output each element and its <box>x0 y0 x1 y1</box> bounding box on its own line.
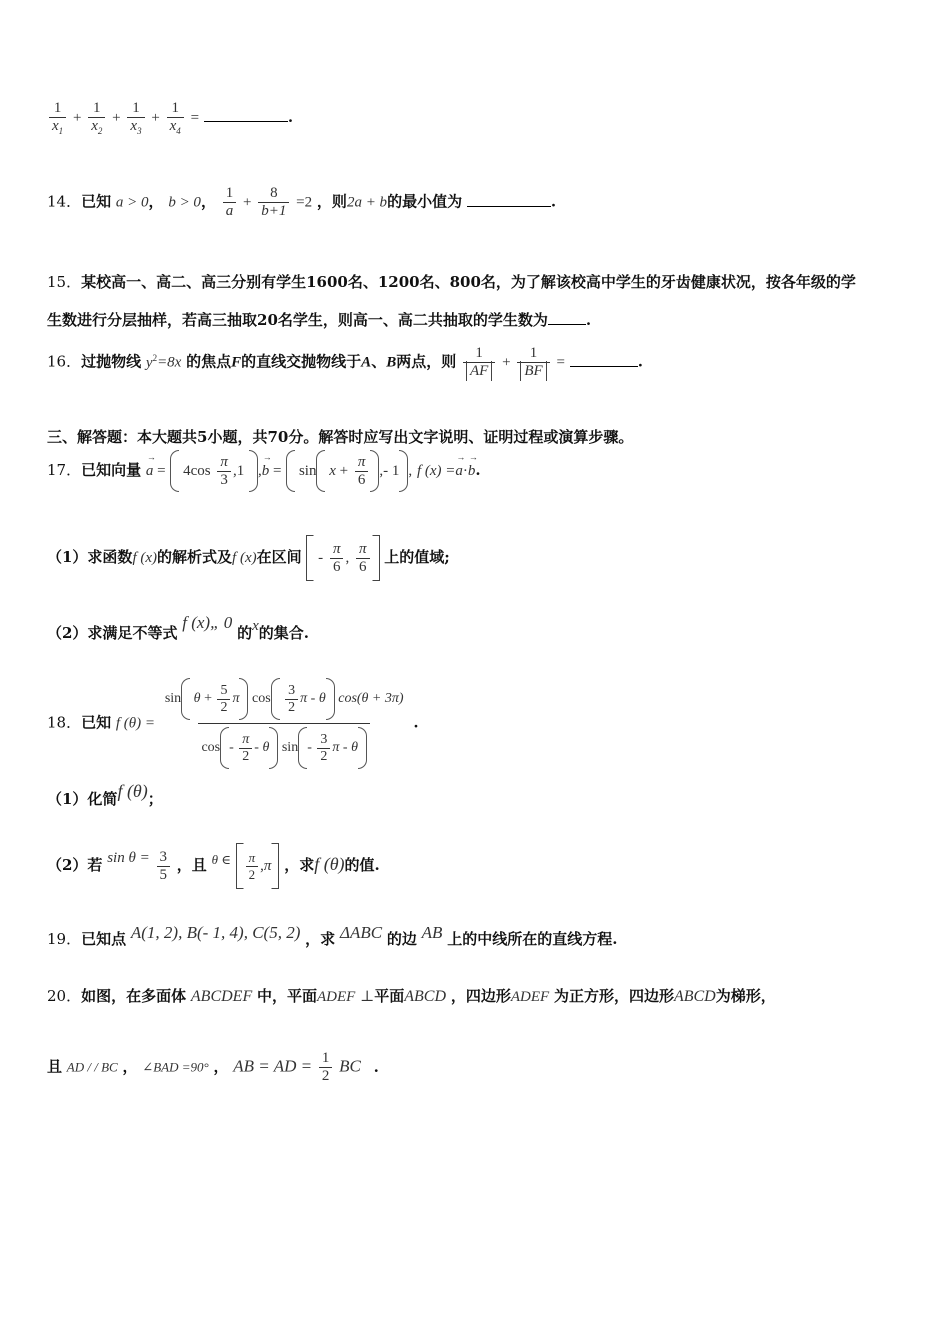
answer-blank-14[interactable] <box>467 206 551 207</box>
question-17-part-2: （2）求满足不等式 f (x)„ 0 的x的集合. <box>47 613 309 642</box>
frac-1-a: $\frac{1}{a}$ <box>223 185 237 220</box>
frac-8-b1: $\frac{8}{b+1}$ <box>258 185 289 220</box>
frac-1-x1: $\frac{1}{x_1}$ <box>49 100 66 136</box>
frac-1-bf: $\frac{1}{BF}$ <box>517 345 549 380</box>
frac-1-x2: $\frac{1}{x_2}$ <box>88 100 105 136</box>
question-20-line-2: 且 AD / / BC ， ∠BAD =90° ， AB = AD = $\frac{1}{2}$ BC . <box>47 1050 379 1084</box>
answer-blank-15[interactable] <box>548 324 586 325</box>
frac-pi-6: $\frac{\pi}{6}$ <box>355 454 369 489</box>
frac-pi-3: $\frac{\pi}{3}$ <box>217 454 231 489</box>
equals-sign: = <box>190 110 200 126</box>
frac-1-af: $\frac{1}{AF}$ <box>463 345 495 380</box>
question-16: 16．过抛物线 $y^2=8x$ 的焦点F的直线交抛物线于A、B两点，则 $\frac{1}{AF}$ + $\frac{1}{BF}$ = . <box>47 345 643 379</box>
question-18: 18．已知 f (θ) = sin θ + $\frac{5}{2}$ π cos $\frac{3}{2}$ π - θ cos(θ + 3π) cos - $\frac{\pi}{2}$ - θ sin - $\frac{3}{2}$ π - θ . <box>47 678 419 769</box>
question-18-part-1: （1）化简f (θ)； <box>47 781 163 808</box>
question-18-part-2: （2）若 sin θ = $\frac{3}{5}$ ，且 θ ∈ $\frac{\pi}{2}$ ,π ，求f (θ)的值. <box>47 843 380 889</box>
frac-1-x3: $\frac{1}{x_3}$ <box>127 100 144 136</box>
question-14: 14．已知 a > 0， b > 0， $\frac{1}{a}$ + $\frac{8}{b+1}$ =2 ，则2a + b的最小值为 . <box>47 185 557 219</box>
question-15-line-1: 15．某校高一、高二、高三分别有学生1600名、1200名、800名，为了解该校高中学生的牙齿健康状况，按各年级的学 <box>47 273 856 291</box>
question-20: 20．如图，在多面体 ABCDEF 中，平面ADEF ⊥平面ABCD ，四边形ADEF 为正方形，四边形ABCD为梯形， <box>47 987 776 1005</box>
f-theta-fraction: sin θ + $\frac{5}{2}$ π cos $\frac{3}{2}$ π - θ cos(θ + 3π) cos - $\frac{\pi}{2}$ - θ sin - $\frac{3}{2}$ π - θ <box>162 678 407 769</box>
answer-blank-13[interactable] <box>204 121 288 122</box>
section-3-heading: 三、解答题：本大题共5小题，共70分。解答时应写出文字说明、证明过程或演算步骤。 <box>47 428 634 446</box>
frac-1-x4: $\frac{1}{x_4}$ <box>167 100 184 136</box>
question-17: 17．已知向量 → a = 4cos $\frac{\pi}{3}$ ,1 ,→ b = sin x + $\frac{\pi}{6}$ ,- 1 , f (x) =→ a·→ b. <box>47 450 481 492</box>
q13-tail: $\frac{1}{x_1}$ + $\frac{1}{x_2}$ + $\frac{1}{x_3}$ + $\frac{1}{x_4}$ = . <box>47 100 293 136</box>
answer-blank-16[interactable] <box>570 366 638 367</box>
question-17-part-1: （1）求函数f (x)的解析式及f (x)在区间 - $\frac{\pi}{6}$ , $\frac{\pi}{6}$ 上的值域; <box>47 535 450 581</box>
question-19: 19．已知点 A(1, 2), B(- 1, 4), C(5, 2) ，求 ΔABC 的边 AB 上的中线所在的直线方程. <box>47 923 618 948</box>
question-15-line-2: 生数进行分层抽样，若高三抽取20名学生，则高一、高二共抽取的学生数为 . <box>47 311 592 329</box>
